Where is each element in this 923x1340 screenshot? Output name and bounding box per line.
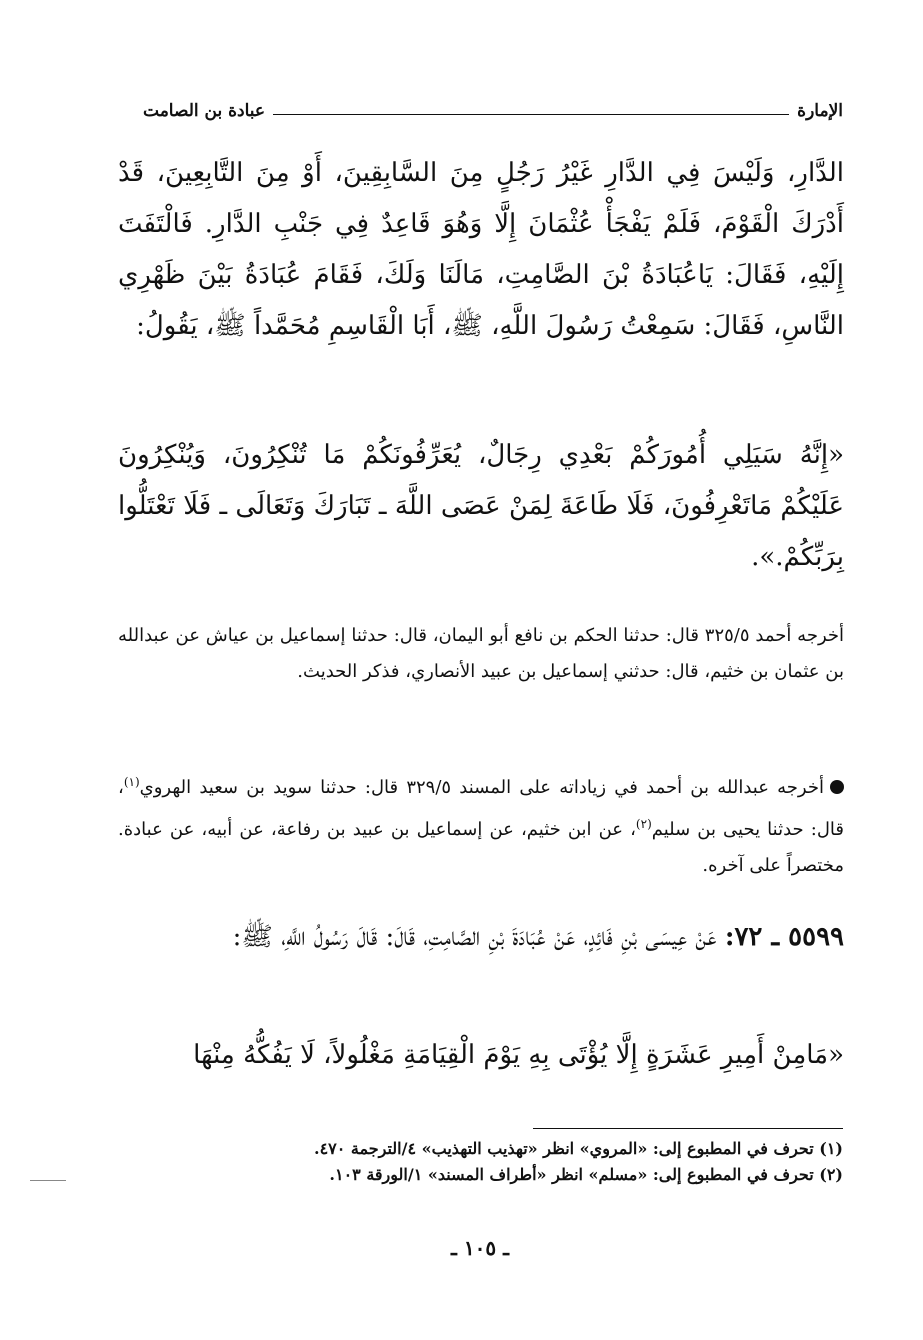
running-header — [143, 98, 843, 124]
takhrij-text-part: أخرجه عبدالله بن أحمد في زياداته على المسند ٣٢٩/٥ قال: حدثنا سويد بن سعيد الهروي — [139, 777, 824, 798]
footnote-ref[interactable]: (١) — [123, 775, 140, 789]
footnotes — [200, 1136, 843, 1188]
hadith-number: ٥٥٩٩ ـ ٧٢: — [724, 922, 844, 952]
takhrij-paragraph: أخرجه أحمد ٣٢٥/٥ قال: حدثنا الحكم بن نافع أبو اليمان، قال: حدثنا إسماعيل بن عياش عن عبدالله بن عثمان بن خثيم، قال: حدثني إسماعيل بن عبيد الأنصاري، فذكر الحديث. — [118, 625, 845, 682]
hadith-text: «مَامِنْ أَمِيرِ عَشَرَةٍ إِلَّا يُؤْتَى بِهِ يَوْمَ الْقِيَامَةِ مَغْلُولاً، لَا يَفُكُّهُ مِنْهَا — [193, 1040, 844, 1070]
hadith-text: «إِنَّهُ سَيَلِي أُمُورَكُمْ بَعْدِي رِجَالٌ، يُعَرِّفُونَكُمْ مَا تُنْكِرُونَ، وَيُنْكِرُونَ عَلَيْكُمْ مَاتَعْرِفُونَ، فَلَا طَاعَةَ لِمَنْ عَصَى اللَّهَ ـ تَبَارَكَ وَتَعَالَى ـ فَلَا تَعْتَلُّوا بِرَبِّكُمْ.». — [118, 440, 844, 572]
takhrij-text-part: ، عن ابن خثيم، عن إسماعيل بن عبيد بن رفاعة، عن أبيه، عن عبادة. مختصراً على آخره. — [118, 819, 844, 876]
takhrij-paragraph-bulleted — [118, 764, 844, 884]
narration-paragraph: الدَّارِ، وَلَيْسَ فِي الدَّارِ غَيْرُ رَجُلٍ مِنَ السَّابِقِينَ، أَوْ مِنَ التَّابِعِينَ، قَدْ أَدْرَكَ الْقَوْمَ، فَلَمْ يَفْجَأْ عُثْمَانَ إِلَّا وَهُوَ قَاعِدٌ فِي جَنْبِ الدَّارِ. فَالْتَفَتَ إِلَيْهِ، فَقَالَ: يَاعُبَادَةُ بْنَ الصَّامِتِ، مَالَنَا وَلَكَ، فَقَامَ عُبَادَةُ بَيْنَ ظَهْرِي النَّاسِ، فَقَالَ: سَمِعْتُ رَسُولَ اللَّهِ، ﷺ، أَبَا الْقَاسِمِ مُحَمَّداً ﷺ، يَقُولُ: — [118, 158, 844, 341]
footnote: (١) تحرف في المطبوع إلى: «المروي» انظر «تهذيب التهذيب» ٤/الترجمة ٤٧٠. — [314, 1139, 843, 1158]
takhrij-text-part: ، قال: حدثنا يحيى بن سليم — [118, 777, 844, 840]
isnad-text: عَنْ عِيسَى بْنِ فَائِدٍ، عَنْ عُبَادَةَ بْنِ الصَّامِتِ، قَالَ: قَالَ رَسُولُ اللَّهِ، ﷺ: — [232, 922, 717, 952]
page-number: ـ ١٠٥ ـ — [451, 1236, 509, 1260]
margin-mark — [30, 1180, 66, 1181]
footnote-ref[interactable]: (٢) — [635, 817, 652, 831]
footnote: (٢) تحرف في المطبوع إلى: «مسلم» انظر «أطراف المسند» ١/الورقة ١٠٣. — [329, 1165, 843, 1184]
header-rule — [273, 114, 789, 115]
footnote-divider — [533, 1128, 843, 1129]
hadith-entry — [118, 912, 844, 963]
chapter-title: الإمارة — [797, 101, 843, 121]
page-title: عبادة بن الصامت — [143, 101, 266, 121]
bullet-icon — [830, 780, 844, 794]
